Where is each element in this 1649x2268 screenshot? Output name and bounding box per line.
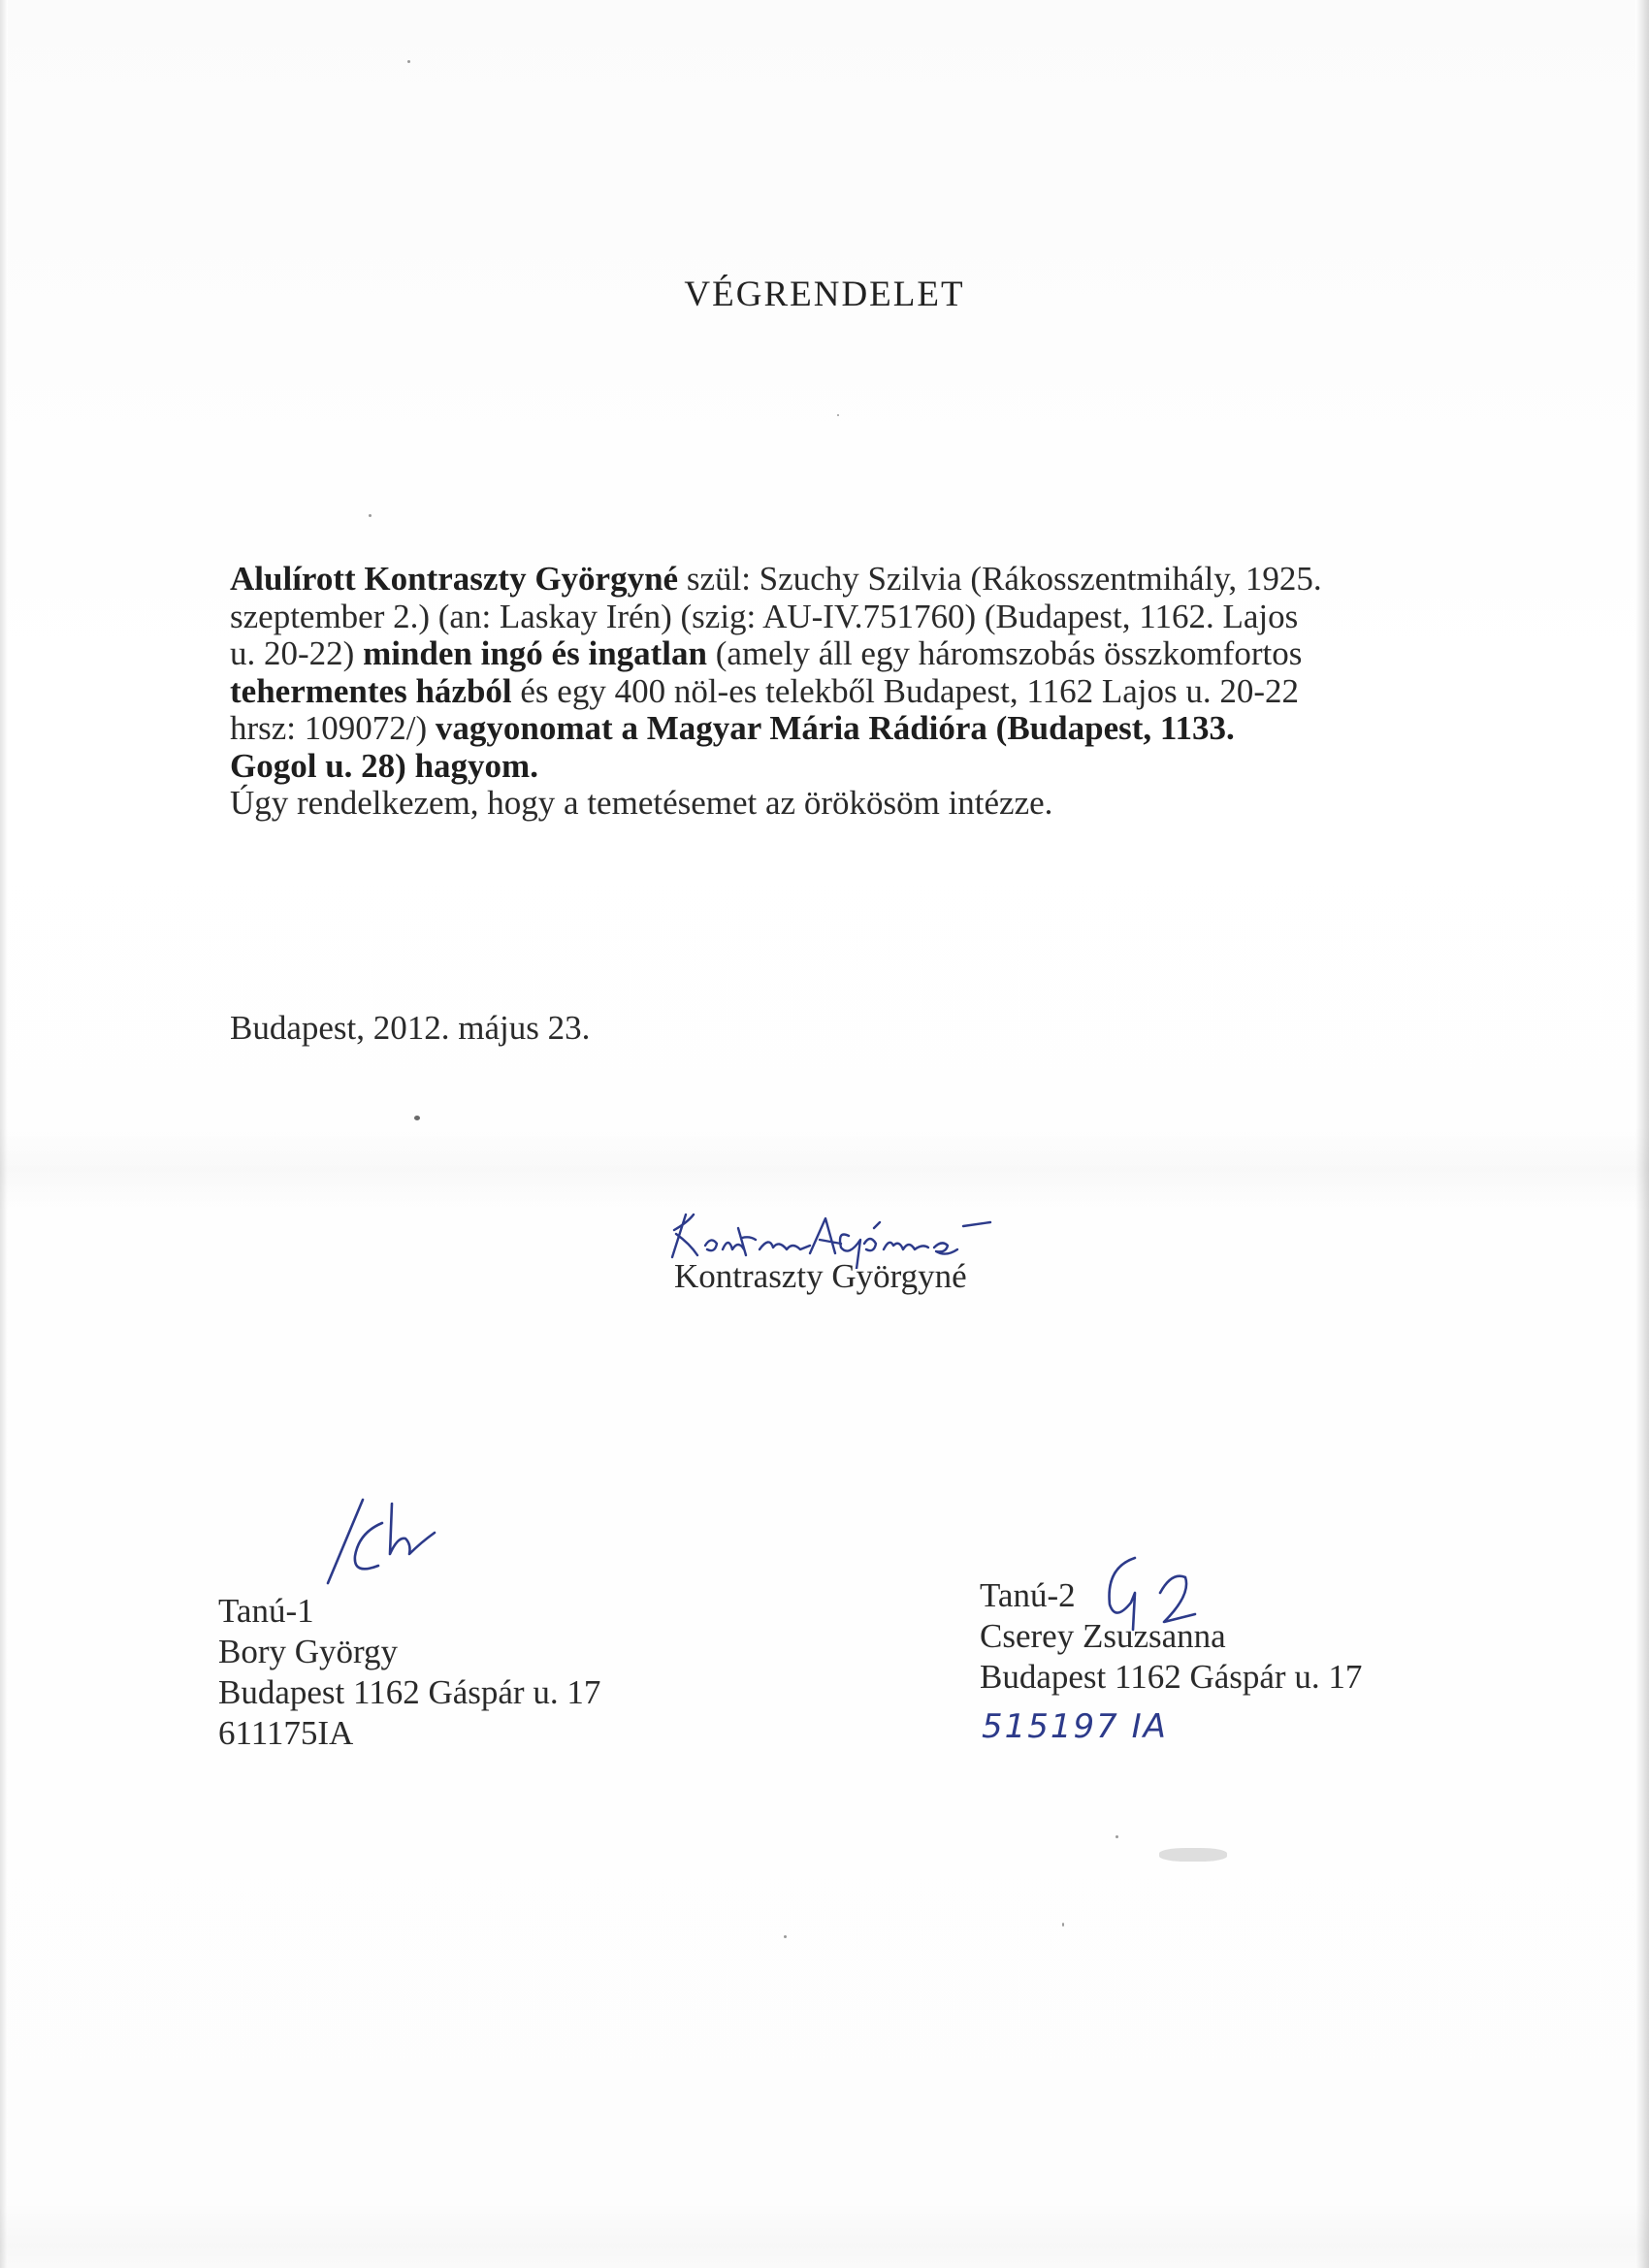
body-line: hrsz: 109072/) vagyonomat a Magyar Mária Rádióra (Budapest, 1133. <box>230 709 1235 747</box>
witness2-address: Budapest 1162 Gáspár u. 17 <box>980 1658 1363 1696</box>
body-line: tehermentes házból és egy 400 nöl-es telekből Budapest, 1162 Lajos u. 20-22 <box>230 671 1299 710</box>
paper-speck <box>369 514 372 517</box>
witness2-id-handwritten: 515197 IA <box>982 1707 1168 1746</box>
closing-instruction: Úgy rendelkezem, hogy a temetésemet az örökösöm intézze. <box>230 784 1053 822</box>
testator-intro: Alulírott Kontraszty Györgyné <box>230 560 679 598</box>
body-line: Gogol u. 28) hagyom. <box>230 746 538 785</box>
paper-speck <box>1062 1923 1064 1927</box>
witness1-address: Budapest 1162 Gáspár u. 17 <box>218 1673 601 1711</box>
paper-fold <box>0 1125 1649 1213</box>
testator-name: Kontraszty Györgyné <box>674 1257 967 1295</box>
place-and-date: Budapest, 2012. május 23. <box>230 1009 591 1047</box>
witness1-label: Tanú-1 <box>218 1592 314 1630</box>
body-line: Alulírott Kontraszty Györgyné szül: Szuchy Szilvia (Rákosszentmihály, 1925. <box>230 560 1322 598</box>
paper-speck <box>407 60 410 63</box>
paper-speck <box>784 1935 787 1938</box>
paper-speck <box>837 414 839 416</box>
paper-smudge <box>1159 1848 1227 1862</box>
witness1-id: 611175IA <box>218 1714 354 1752</box>
body-line: u. 20-22) minden ingó és ingatlan (amely áll egy háromszobás összkomfortos <box>230 634 1303 672</box>
witness1-name: Bory György <box>218 1633 399 1670</box>
paper-fold <box>0 2202 1649 2268</box>
document-title: VÉGRENDELET <box>684 275 965 314</box>
paper-speck <box>414 1116 420 1120</box>
will-body <box>230 561 1452 823</box>
body-line: szeptember 2.) (an: Laskay Irén) (szig: AU-IV.751760) (Budapest, 1162. Lajos <box>230 597 1299 635</box>
witness2-name: Cserey Zsuzsanna <box>980 1617 1226 1655</box>
witness2-label: Tanú-2 <box>980 1576 1076 1614</box>
paper-speck <box>1116 1835 1118 1838</box>
witness1-block <box>218 1591 600 1754</box>
witness2-block <box>980 1575 1362 1698</box>
